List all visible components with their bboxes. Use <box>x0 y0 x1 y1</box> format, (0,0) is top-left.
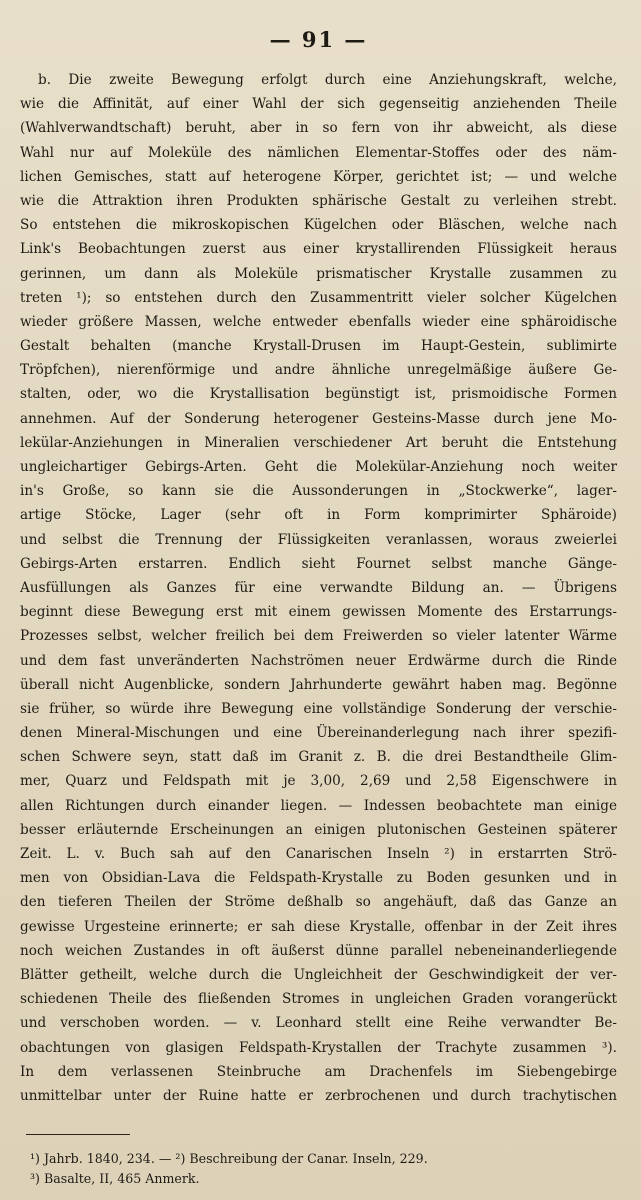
text-line: Prozesses selbst, welcher freilich bei dem Freiwerden so vieler latenter Wärme <box>20 628 617 645</box>
text-line: In dem verlassenen Steinbruche am Drachenfels im Siebengebirge <box>20 1063 617 1080</box>
text-line: (Wahlverwandtschaft) beruht, aber in so fern von ihr abweicht, als diese <box>20 120 617 137</box>
text-line: denen Mineral-Mischungen und eine Übereinanderlegung nach ihrer spezifi- <box>20 725 617 742</box>
text-line: So entstehen die mikroskopischen Kügelchen oder Bläschen, welche nach <box>20 217 617 234</box>
text-line: artige Stöcke, Lager (sehr oft in Form komprimirter Sphäroide) <box>20 507 617 524</box>
text-line: beginnt diese Bewegung erst mit einem gewissen Momente des Erstarrungs- <box>20 604 617 621</box>
text-line: gewisse Urgesteine erinnerte; er sah diese Krystalle, offenbar in der Zeit ihres <box>20 918 617 935</box>
text-line: annehmen. Auf der Sonderung heterogener Gesteins-Masse durch jene Mo- <box>20 410 617 427</box>
text-line: und dem fast unveränderten Nachströmen neuer Erdwärme durch die Rinde <box>20 652 617 669</box>
text-line: Zeit. L. v. Buch sah auf den Canarischen Inseln ²) in erstarrten Strö- <box>20 846 617 862</box>
text-line: Tröpfchen), nierenförmige und andre ähnliche unregelmäßige äußere Ge- <box>20 362 617 379</box>
text-line: wieder größere Massen, welche entweder ebenfalls wieder eine sphäroidische <box>20 313 617 330</box>
text-line: wie die Attraktion ihren Produkten sphärische Gestalt zu verleihen strebt. <box>20 192 617 209</box>
text-line: und verschoben worden. — v. Leonhard stellt eine Reihe verwandter Be- <box>20 1015 617 1032</box>
footnote-line: ³) Basalte, II, 465 Anmerk. <box>30 1171 200 1187</box>
text-line: Blätter getheilt, welche durch die Ungleichheit der Geschwindigkeit der ver- <box>20 966 617 983</box>
text-line: Wahl nur auf Moleküle des nämlichen Elementar-Stoffes oder des näm- <box>20 144 617 161</box>
text-line: und selbst die Trennung der Flüssigkeiten veranlassen, woraus zweierlei <box>20 531 617 548</box>
text-line: lichen Gemisches, statt auf heterogene Körper, gerichtet ist; — und welche <box>20 168 617 185</box>
text-line: Link's Beobachtungen zuerst aus einer krystallirenden Flüssigkeit heraus <box>20 241 617 258</box>
text-line: gerinnen, um dann als Moleküle prismatischer Krystalle zusammen zu <box>20 265 617 282</box>
text-line: stalten, oder, wo die Krystallisation begünstigt ist, prismoidische Formen <box>20 386 617 403</box>
text-line: ungleichartiger Gebirgs-Arten. Geht die Molekülar-Anziehung noch weiter <box>20 459 617 475</box>
text-line: den tieferen Theilen der Ströme deßhalb so angehäuft, daß das Ganze an <box>20 894 617 911</box>
text-line: noch weichen Zustandes in oft äußerst dünne parallel nebeneinanderliegende <box>20 942 617 959</box>
page-number: — 91 — <box>269 27 368 52</box>
footnote-rule <box>26 1134 130 1135</box>
text-line: schiedenen Theile des fließenden Stromes in ungleichen Graden vorangerückt <box>20 991 617 1008</box>
text-line: mer, Quarz und Feldspath mit je 3,00, 2,69 und 2,58 Eigenschwere in <box>20 773 617 790</box>
text-line: unmittelbar unter der Ruine hatte er zerbrochenen und durch trachytischen <box>20 1087 617 1104</box>
text-line: in's Große, so kann sie die Aussonderungen in „Stockwerke“, lager- <box>20 483 617 500</box>
footnote-line: ¹) Jahrb. 1840, 234. — ²) Beschreibung der Canar. Inseln, 229. <box>30 1151 428 1167</box>
main-text <box>20 68 617 1108</box>
text-line: obachtungen von glasigen Feldspath-Krystallen der Trachyte zusammen ³). <box>20 1039 617 1056</box>
text-line: treten ¹); so entstehen durch den Zusammentritt vieler solcher Kügelchen <box>20 289 617 306</box>
text-line: allen Richtungen durch einander liegen. — Indessen beobachtete man einige <box>20 797 617 814</box>
text-line: Ausfüllungen als Ganzes für eine verwandte Bildung an. — Übrigens <box>20 579 617 596</box>
text-line: Gestalt behalten (manche Krystall-Drusen im Haupt-Gestein, sublimirte <box>20 338 617 355</box>
text-line: besser erläuternde Erscheinungen an einigen plutonischen Gesteinen späterer <box>20 821 617 838</box>
text-line: lekülar-Anziehungen in Mineralien verschiedener Art beruht die Entstehung <box>20 434 617 451</box>
footnotes <box>20 1149 617 1189</box>
text-line: men von Obsidian-Lava die Feldspath-Krystalle zu Boden gesunken und in <box>20 870 617 887</box>
text-line: überall nicht Augenblicke, sondern Jahrhunderte gewährt haben mag. Begönne <box>20 676 617 693</box>
text-line: Gebirgs-Arten erstarren. Endlich sieht Fournet selbst manche Gänge- <box>20 555 617 572</box>
text-line: wie die Affinität, auf einer Wahl der sich gegenseitig anziehenden Theile <box>20 96 617 113</box>
text-line: schen Schwere seyn, statt daß im Granit z. B. die drei Bestandtheile Glim- <box>20 749 617 766</box>
text-line: b. Die zweite Bewegung erfolgt durch eine Anziehungskraft, welche, <box>38 72 617 88</box>
text-line: sie früher, so würde ihre Bewegung eine vollständige Sonderung der verschie- <box>20 700 617 717</box>
